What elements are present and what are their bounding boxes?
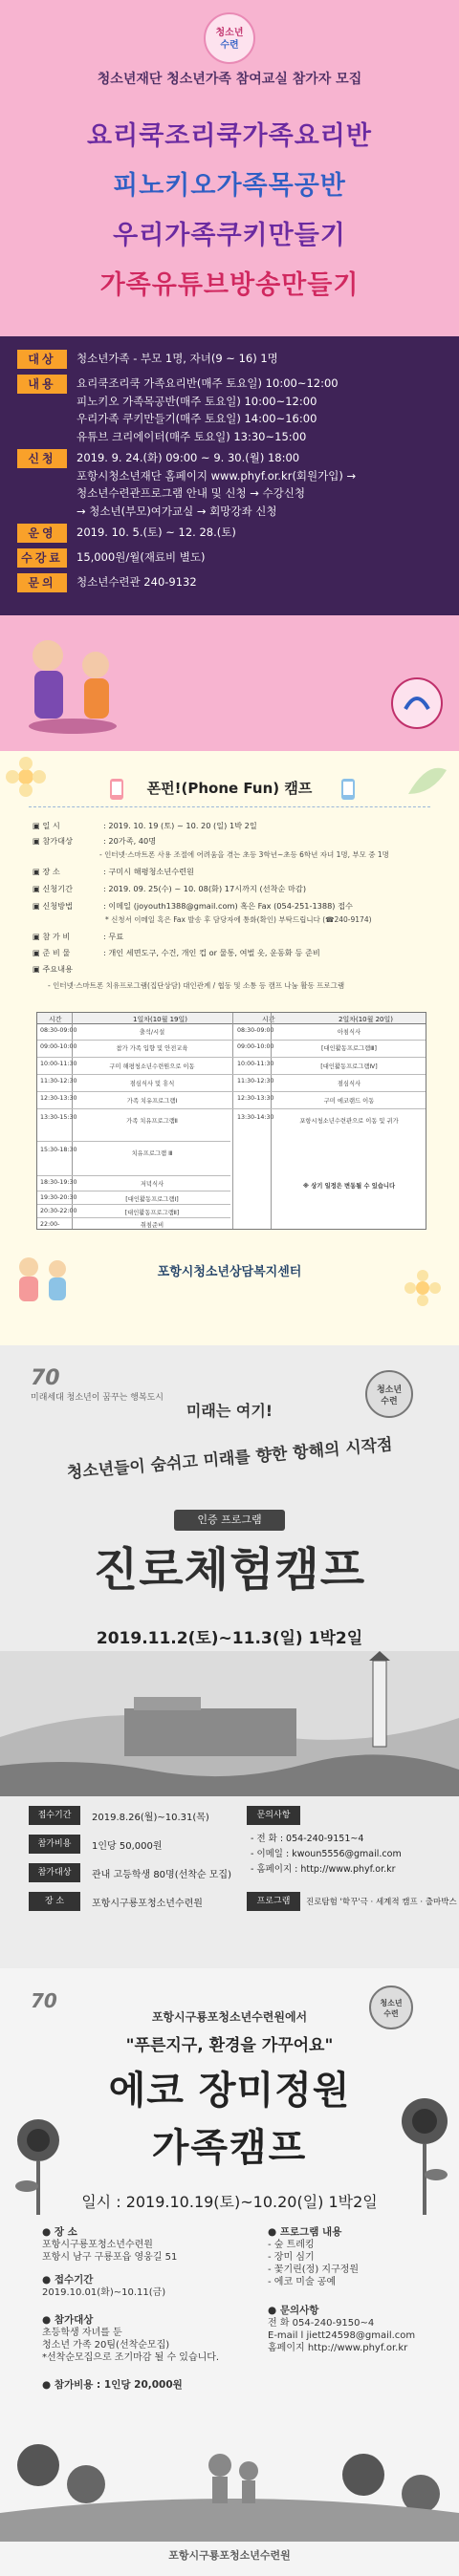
info-row-period: 접수기간 2019.8.26(월)~10.31(목) bbox=[29, 1806, 209, 1825]
schedule-event: 저녁식사 bbox=[140, 1181, 164, 1188]
program-title-cookies: 우리가족쿠키만들기 bbox=[113, 221, 346, 250]
detail-line: ▣ 참 가 비 : 무료 bbox=[33, 932, 124, 941]
svg-text:청소년: 청소년 bbox=[376, 1385, 403, 1395]
eco-camp-title-line1: 에코 장미정원 bbox=[108, 2069, 351, 2113]
info-value: 15,000원/월(재료비 별도) bbox=[76, 550, 206, 564]
svg-text:청소년: 청소년 bbox=[380, 1999, 403, 2007]
poster-subtitle: 청소년재단 청소년가족 참여교실 참가자 모집 bbox=[97, 72, 362, 87]
schedule-time: 19:30-20:30 bbox=[40, 1194, 77, 1201]
schedule-time: 10:00-11:30 bbox=[237, 1061, 274, 1067]
rose-icon bbox=[382, 2083, 459, 2217]
target-block: ● 참가대상 초등학생 자녀를 둔 청소년 가족 20팀(선착순모집) *선착순모집으로 조기마감 될 수 있습니다. bbox=[42, 2314, 220, 2363]
detail-line: ▣ 일 시 : 2019. 10. 19 (토) ~ 10. 20 (일) 1박 2일 bbox=[33, 821, 257, 830]
schedule-time: 12:30-13:30 bbox=[237, 1095, 274, 1102]
contact-label-row: 문의사항 bbox=[247, 1806, 300, 1825]
info-row-operation bbox=[17, 524, 449, 543]
program-title-cooking: 요리쿡조리쿡가족요리반 bbox=[87, 121, 372, 151]
rose-icon bbox=[0, 2102, 76, 2217]
contact-block: ● 문의사항 전 화 054-240-9150~4 E-mail l jiett24598@gmail.com 홈페이지 http://www.phyf.or.kr bbox=[268, 2305, 416, 2353]
info-box bbox=[0, 336, 459, 615]
schedule-time: 08:30-09:00 bbox=[40, 1027, 77, 1034]
schedule-header: 시간 1일차(10월 19일) 시간 2일차(10월 20일) bbox=[37, 1013, 426, 1024]
schedule-event: 취침준비 bbox=[140, 1222, 164, 1229]
schedule-event: 점심식사 bbox=[337, 1081, 361, 1087]
info-label: 대상 bbox=[17, 350, 67, 369]
schedule-event: [대인활동프로그램Ⅳ] bbox=[320, 1063, 378, 1070]
schedule-note: ※ 상기 일정은 변동될 수 있습니다 bbox=[302, 1183, 396, 1190]
schedule-time: 13:30-15:30 bbox=[40, 1114, 77, 1121]
schedule-event: [대인활동프로그램Ⅱ] bbox=[124, 1210, 180, 1216]
detail-line: ▣ 참가대상 : 20가족, 40명 bbox=[33, 836, 157, 846]
info-row-content bbox=[17, 375, 449, 445]
70th-anniversary-logo: 70 미래세대 청소년이 꿈꾸는 행복도시 bbox=[31, 1366, 164, 1403]
schedule-event: 점심식사 및 휴식 bbox=[129, 1081, 175, 1087]
schedule-event: 가족 치유프로그램Ⅱ bbox=[126, 1118, 178, 1125]
detail-line: ▣ 신청기간 : 2019. 09. 25(수) ~ 10. 08(화) 17시까지 (선착순 마감) bbox=[33, 884, 307, 893]
info-row-place: 장 소 포항시구룡포청소년수련원 bbox=[29, 1892, 203, 1911]
svg-text:청소년: 청소년 bbox=[215, 28, 244, 38]
poster-career-camp bbox=[0, 1345, 459, 1968]
phone-fun-camp-title: 폰펀!(Phone Fun) 캠프 bbox=[146, 780, 313, 797]
70th-anniversary-logo: 70 bbox=[31, 1989, 57, 2012]
info-row-fee bbox=[17, 548, 449, 568]
svg-text:수련: 수련 bbox=[220, 40, 239, 51]
program-title-youtube: 가족유튜브방송만들기 bbox=[99, 270, 360, 300]
rose-garden-illustration-icon bbox=[0, 2408, 459, 2542]
schedule-table bbox=[36, 1012, 426, 1230]
detail-line: ▣ 신청방법 : 이메일 (joyouth1388@gmail.com) 혹은 Fax (054-251-1388) 접수 bbox=[33, 901, 353, 911]
tagline-sub: 청소년들이 숨쉬고 미래를 향한 항해의 시작점 bbox=[66, 1435, 394, 1483]
seaside-campus-illustration-icon bbox=[0, 1651, 459, 1796]
detail-subnote: * 신청서 이메일 혹은 Fax 발송 후 담당자에 통화(확인) 부탁드립니다 (☎240-9174) bbox=[105, 915, 372, 924]
info-value: 청소년가족 - 부모 1명, 자녀(9 ~ 16) 1명 bbox=[76, 352, 278, 365]
cooking-family-illustration-icon bbox=[10, 627, 143, 741]
info-label: 내용 bbox=[17, 375, 67, 394]
career-camp-title: 진로체험캠프 bbox=[93, 1543, 366, 1597]
svg-text:수련: 수련 bbox=[381, 1397, 398, 1406]
schedule-event: 출석/시설 bbox=[139, 1029, 165, 1036]
place-block: ● 장 소 포항시구룡포청소년수련원 포항시 남구 구룡포읍 영웅길 51 bbox=[42, 2226, 178, 2263]
eco-camp-date: 일시 : 2019.10.19(토)~10.20(일) 1박2일 bbox=[81, 2193, 378, 2211]
info-row-target bbox=[17, 350, 449, 369]
schedule-time: 08:30-09:00 bbox=[237, 1027, 274, 1034]
schedule-event: [대인활동프로그램Ⅰ] bbox=[125, 1196, 179, 1203]
detail-subnote: - 인터넷·스마트폰 치유프로그램(집단상담) 대인관계 / 협동 및 소통 등 캠프 나눔 활동 프로그램 bbox=[48, 981, 345, 990]
schedule-time: 09:00-10:00 bbox=[40, 1043, 77, 1050]
info-value: 요리쿡조리쿡 가족요리반(매주 토요일) 10:00~12:00 피노키오 가족목공반(매주 토요일) 10:00~12:00 우리가족 쿠키만들기(매주 토요일) 14:00~16:00 유튜브 크리에이터(매주 토요일) 13:30~15:00 bbox=[76, 376, 339, 443]
detail-line: ▣ 준 비 물 : 개인 세면도구, 수건, 개인 컵 or 물통, 여벌 옷, 운동화 등 준비 bbox=[33, 948, 320, 957]
info-row-fee: 참가비용 1인당 50,000원 bbox=[29, 1835, 163, 1854]
detail-line: ▣ 장 소 : 구미시 해평청소년수련원 bbox=[33, 867, 194, 876]
fee-block: ● 참가비용 : 1인당 20,000원 bbox=[42, 2379, 183, 2391]
poster-eco-rose-camp bbox=[0, 1968, 459, 2576]
info-label: 운영 bbox=[17, 524, 67, 543]
schedule-time: 13:30-14:30 bbox=[237, 1114, 274, 1121]
slogan: "푸른지구, 환경을 가꾸어요" bbox=[125, 2036, 334, 2055]
info-row-contact bbox=[17, 573, 449, 592]
schedule-event: 참가 가족 입향 및 안전교육 bbox=[116, 1045, 188, 1052]
info-row-apply bbox=[17, 449, 449, 520]
schedule-event: [대인활동프로그램Ⅲ] bbox=[321, 1045, 377, 1052]
info-value: 2019. 10. 5.(토) ~ 12. 28.(토) bbox=[76, 526, 236, 539]
poster-phone-fun-camp bbox=[0, 751, 459, 1345]
schedule-time: 18:30-19:30 bbox=[40, 1179, 77, 1186]
certified-badge: 인증 프로그램 bbox=[174, 1510, 285, 1531]
schedule-event: 구미 에코랜드 이동 bbox=[323, 1098, 375, 1105]
tagline-main: 미래는 여기! bbox=[186, 1402, 273, 1420]
schedule-event: 구미 해평청소년수련원으로 이동 bbox=[109, 1063, 195, 1070]
schedule-time: 20:30-22:00 bbox=[40, 1208, 77, 1214]
detail-subnote: - 인터넷·스마트폰 사용 조절에 어려움을 겪는 초등 3학년~초등 6학년 자녀 1명, 부모 중 1명 bbox=[99, 850, 389, 859]
detail-line: ▣ 주요내용 bbox=[33, 964, 73, 974]
schedule-time: 09:00-10:00 bbox=[237, 1043, 274, 1050]
contact-email: - 이메일 : kwoun5556@gmail.com bbox=[251, 1849, 402, 1859]
info-row-target: 참가대상 관내 고등학생 80명(선착순 모집) bbox=[29, 1863, 231, 1882]
registration-block: ● 접수기간 2019.10.01(화)~10.11(금) bbox=[42, 2274, 166, 2298]
eco-camp-title-line2: 가족캠프 bbox=[151, 2126, 308, 2170]
schedule-event: 아침식사 bbox=[337, 1029, 361, 1036]
contact-homepage: - 홈페이지 : http://www.phyf.or.kr bbox=[251, 1864, 396, 1875]
info-value: 2019. 9. 24.(화) 09:00 ~ 9. 30.(월) 18:00 포항시청소년재단 홈페이지 www.phyf.or.kr(회원가입) → 청소년수련관프로그램 안내 및 신청 → 수강신청 → 청소년(부모)여가교실 → 회망강좌 신청 bbox=[76, 451, 357, 518]
info-label: 신청 bbox=[17, 449, 67, 468]
info-value: 청소년수련관 240-9132 bbox=[76, 575, 197, 589]
schedule-event: 포항시청소년수련관으로 이동 및 귀가 bbox=[299, 1118, 399, 1125]
schedule-time: 22:00- bbox=[40, 1221, 60, 1228]
foundation-logo-icon bbox=[388, 675, 446, 732]
poster-family-class bbox=[0, 0, 459, 751]
schedule-event: 가족 치유프로그램Ⅰ bbox=[126, 1098, 178, 1105]
youth-center-logo-icon bbox=[203, 11, 256, 65]
info-label: 문의 bbox=[17, 573, 67, 592]
flower-decoration-icon bbox=[402, 1267, 444, 1309]
schedule-time: 11:30-12:30 bbox=[40, 1078, 77, 1084]
contact-phone: - 전 화 : 054-240-9151~4 bbox=[251, 1834, 364, 1844]
schedule-time: 10:00-11:30 bbox=[40, 1061, 77, 1067]
schedule-time: 11:30-12:30 bbox=[237, 1078, 274, 1084]
schedule-time: 12:30-13:30 bbox=[40, 1095, 77, 1102]
header-divider bbox=[29, 806, 430, 807]
counseling-center-name: 포항시청소년상담복지센터 bbox=[157, 1265, 302, 1279]
program-block: ● 프로그램 내용 - 숲 트레킹 - 장미 심기 - 꽃기린(정) 지구정원 - 에코 미술 공예 bbox=[268, 2226, 360, 2287]
program-content-row: 프로그램 진로탐험 '학꾸'극 · 세계적 캠프 · 출마박스 bbox=[247, 1892, 457, 1911]
phone-icon bbox=[339, 778, 358, 801]
svg-text:수련: 수련 bbox=[383, 2009, 399, 2018]
program-title-woodwork: 피노키오가족목공반 bbox=[113, 171, 346, 201]
schedule-time: 15:30-18:30 bbox=[40, 1147, 77, 1153]
info-label: 수강료 bbox=[17, 548, 67, 568]
camp-date: 2019.11.2(토)~11.3(일) 1박2일 bbox=[96, 1629, 363, 1648]
training-center-name: 포항시구룡포청소년수련원 bbox=[168, 2549, 291, 2562]
organizer: 포항시구룡포청소년수련원에서 bbox=[151, 2010, 308, 2024]
schedule-event: 치유프로그램 Ⅲ bbox=[131, 1150, 173, 1157]
